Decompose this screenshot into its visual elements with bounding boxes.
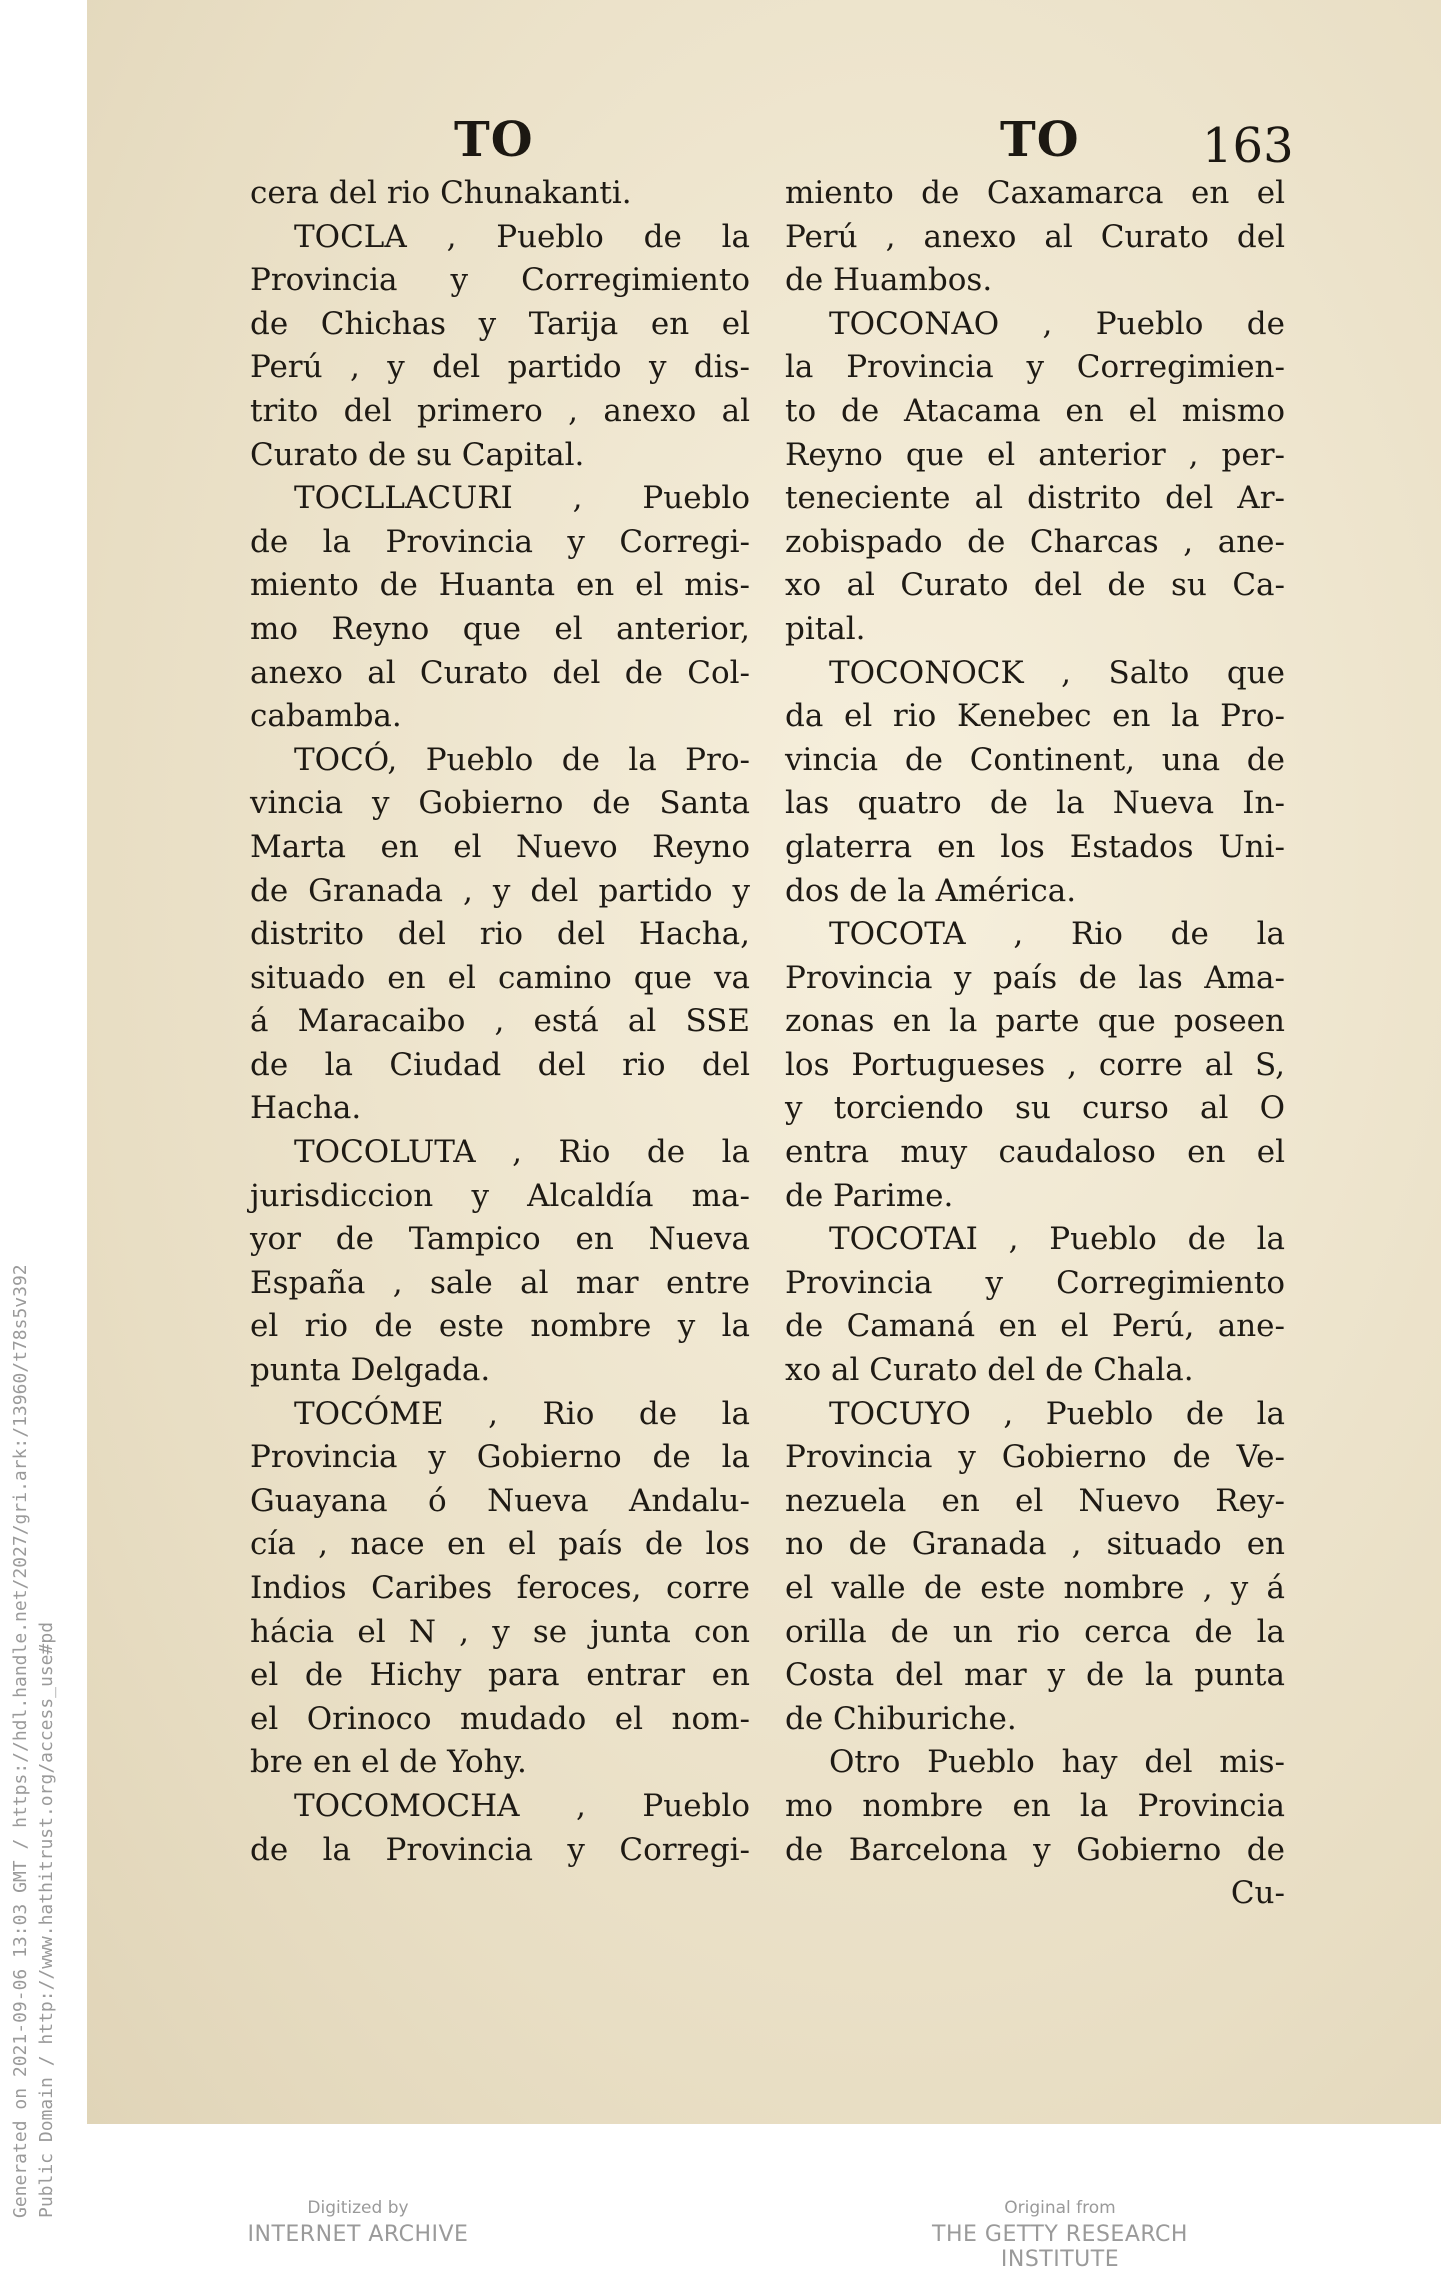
text-line: mo Reyno que el anterior,	[250, 610, 750, 647]
text-line: teneciente al distrito del Ar-	[785, 480, 1285, 517]
text-line: nezuela en el Nuevo Rey-	[785, 1482, 1285, 1519]
text-line: entra muy caudaloso en el	[785, 1134, 1285, 1171]
access-stamp-text	[8, 1098, 60, 2218]
text-line: orilla de un rio cerca de la	[785, 1613, 1285, 1650]
text-line: punta Delgada.	[250, 1352, 491, 1389]
text-line: de la Provincia y Corregi-	[250, 523, 750, 560]
text-line: glaterra en los Estados Uni-	[785, 828, 1285, 865]
text-line: Indios Caribes feroces, corre	[250, 1570, 750, 1606]
text-line: TOCONAO , Pueblo de	[829, 305, 1285, 342]
text-line: Provincia y Gobierno de la	[250, 1439, 750, 1476]
text-line: distrito del rio del Hacha,	[250, 916, 750, 953]
catchword: Cu-	[1230, 1875, 1285, 1912]
text-line: Provincia y Gobierno de Ve-	[785, 1439, 1285, 1476]
text-line: á Maracaibo , está al SSE	[250, 1003, 750, 1040]
text-line: TOCOLUTA , Rio de la	[294, 1134, 750, 1171]
text-line: Marta en el Nuevo Reyno	[250, 828, 750, 865]
text-line: de Barcelona y Gobierno de	[785, 1831, 1285, 1868]
text-line: Costa del mar y de la punta	[785, 1657, 1285, 1694]
text-line: Hacha.	[250, 1090, 362, 1127]
text-line: de Chiburiche.	[785, 1700, 1017, 1737]
page-number: 163	[1202, 118, 1294, 174]
text-line: pital.	[785, 610, 866, 647]
text-line: hácia el N , y se junta con	[250, 1613, 750, 1650]
digitizer-name: INTERNET ARCHIVE	[247, 2222, 469, 2247]
text-line: Perú , y del partido y dis-	[250, 349, 750, 386]
text-line: situado en el camino que va	[250, 959, 750, 996]
text-line: cera del rio Chunakanti.	[250, 175, 632, 211]
text-line: jurisdiccion y Alcaldía ma-	[250, 1177, 750, 1214]
digitized-by-label: Digitized by	[307, 2198, 409, 2218]
text-line: TOCONOCK , Salto que	[829, 654, 1285, 691]
text-line: no de Granada , situado en	[785, 1526, 1285, 1563]
text-line: bre en el de Yohy.	[250, 1744, 527, 1781]
access-stamp	[0, 0, 87, 2255]
text-line: Curato de su Capital.	[250, 436, 585, 473]
text-column-right	[785, 172, 1285, 1916]
original-from-label: Original from	[1004, 2198, 1116, 2218]
text-line: miento de Caxamarca en el	[785, 175, 1285, 211]
text-line: cabamba.	[250, 698, 402, 735]
text-line: Provincia y Corregimiento	[785, 1264, 1285, 1301]
text-line: de Chichas y Tarija en el	[250, 305, 750, 342]
text-line: TOCÓME , Rio de la	[294, 1395, 750, 1432]
running-head-left: TO	[454, 112, 534, 168]
access-stamp-line: Public Domain / http://www.hathitrust.org/access_use#pd	[36, 1621, 57, 2218]
text-line: TOCLLACURI , Pueblo	[294, 480, 750, 517]
text-line: Reyno que el anterior , per-	[785, 436, 1285, 473]
text-line: TOCLA , Pueblo de la	[294, 218, 750, 255]
text-line: zobispado de Charcas , ane-	[785, 523, 1285, 560]
text-line: de Camaná en el Perú, ane-	[785, 1308, 1285, 1345]
text-line: TOCOTAI , Pueblo de la	[829, 1221, 1285, 1258]
text-line: y torciendo su curso al O	[785, 1090, 1285, 1127]
text-line: miento de Huanta en el mis-	[250, 567, 750, 604]
text-line: el de Hichy para entrar en	[250, 1657, 750, 1694]
text-line: España , sale al mar entre	[250, 1264, 750, 1301]
text-line: el Orinoco mudado el nom-	[250, 1700, 750, 1737]
text-line: trito del primero , anexo al	[250, 392, 750, 429]
text-line: dos de la América.	[785, 872, 1077, 909]
text-line: zonas en la parte que poseen	[785, 1003, 1285, 1040]
running-head-right: TO	[1000, 112, 1080, 168]
text-line: de Granada , y del partido y	[250, 872, 750, 909]
text-line: yor de Tampico en Nueva	[250, 1221, 750, 1258]
text-line: TOCOTA , Rio de la	[829, 916, 1285, 953]
text-line: cía , nace en el país de los	[250, 1526, 750, 1563]
text-line: las quatro de la Nueva In-	[785, 785, 1285, 822]
text-line: el valle de este nombre , y á	[785, 1570, 1285, 1606]
text-line: Provincia y Corregimiento	[250, 262, 750, 299]
text-line: de Parime.	[785, 1177, 954, 1214]
text-line: da el rio Kenebec en la Pro-	[785, 698, 1285, 735]
text-line: de la Ciudad del rio del	[250, 1046, 750, 1083]
text-line: de la Provincia y Corregi-	[250, 1831, 750, 1868]
text-line: los Portugueses , corre al S,	[785, 1046, 1285, 1083]
access-stamp-line: Generated on 2021-09-06 13:03 GMT / https://hdl.handle.net/2027/gri.ark:/13960/t78s5v392	[10, 1264, 31, 2218]
text-line: anexo al Curato del de Col-	[250, 654, 750, 691]
text-line: Perú , anexo al Curato del	[785, 218, 1285, 255]
text-line: el rio de este nombre y la	[250, 1308, 750, 1345]
text-line: la Provincia y Corregimien-	[785, 349, 1285, 386]
text-line: TOCÓ, Pueblo de la Pro-	[294, 741, 750, 778]
text-line: xo al Curato del de Chala.	[785, 1352, 1194, 1389]
text-line: to de Atacama en el mismo	[785, 392, 1285, 429]
text-line: Guayana ó Nueva Andalu-	[250, 1482, 750, 1519]
text-line: xo al Curato del de su Ca-	[785, 567, 1285, 604]
text-line: mo nombre en la Provincia	[785, 1787, 1285, 1824]
text-line: vincia y Gobierno de Santa	[250, 785, 750, 822]
source-institution-name: THE GETTY RESEARCH INSTITUTE	[932, 2222, 1188, 2272]
text-line: Otro Pueblo hay del mis-	[829, 1744, 1285, 1781]
text-column-left	[250, 172, 750, 1872]
text-line: Provincia y país de las Ama-	[785, 959, 1285, 996]
text-line: de Huambos.	[785, 262, 993, 299]
text-line: vincia de Continent, una de	[785, 741, 1285, 778]
text-line: TOCOMOCHA , Pueblo	[294, 1787, 750, 1824]
text-line: TOCUYO , Pueblo de la	[829, 1395, 1285, 1432]
